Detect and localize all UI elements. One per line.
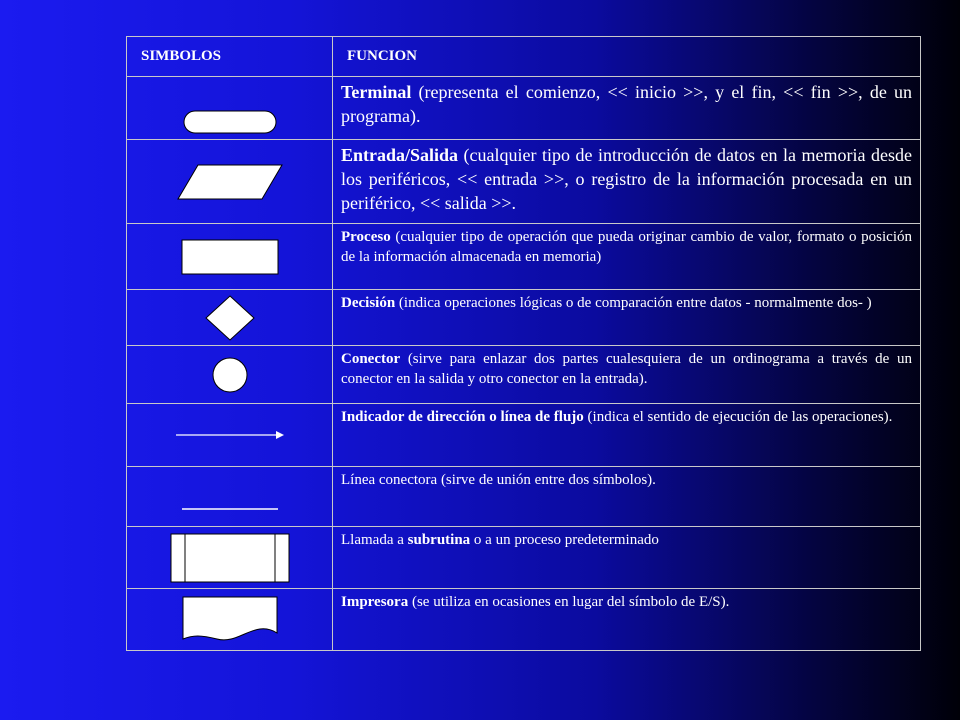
row-description: (se utiliza en ocasiones en lugar del símbolo de E/S). — [408, 594, 730, 610]
input-output-icon — [176, 163, 284, 201]
row-description: o a un proceso predeterminado — [470, 532, 659, 548]
row-title: Proceso — [341, 229, 391, 245]
table-row — [127, 467, 921, 527]
row-description: (cualquier tipo de operación que pueda originar cambio de valor, formato o posición de la información almacenada en memoria) — [341, 229, 912, 265]
table-header-row — [127, 37, 921, 77]
table-row — [127, 140, 921, 224]
row-title: Impresora — [341, 594, 409, 610]
header-function: FUNCION — [333, 37, 921, 77]
row-description: (cualquier tipo de introducción de datos en la memoria desde los periféricos, << entrada >>, o registro de la información procesada en un periférico, << salida >>. — [341, 145, 912, 213]
row-title: Entrada/Salida — [341, 145, 459, 165]
row-description: (indica operaciones lógicas o de comparación entre datos - normalmente dos- ) — [395, 295, 872, 311]
connector-icon — [211, 356, 249, 394]
row-description: (representa el comienzo, << inicio >>, y el fin, << fin >>, de un programa). — [341, 82, 912, 126]
header-symbols: SIMBOLOS — [127, 37, 333, 77]
table-row — [127, 404, 921, 467]
row-title: subrutina — [407, 532, 471, 548]
flow-arrow-icon — [174, 429, 286, 441]
printer-icon — [181, 595, 279, 645]
decision-icon — [204, 294, 256, 342]
connector-line-icon — [180, 506, 280, 512]
row-title: Decisión — [341, 295, 396, 311]
table-row — [127, 346, 921, 404]
table-row — [127, 224, 921, 290]
flowchart-symbols-table — [126, 36, 921, 651]
row-description: (indica el sentido de ejecución de las operaciones). — [583, 409, 893, 425]
process-icon — [180, 238, 280, 276]
table-row — [127, 290, 921, 346]
table-row — [127, 589, 921, 651]
table-row — [127, 527, 921, 589]
row-description: (sirve para enlazar dos partes cualesquiera de un ordinograma a través de un conector en la salida y otro conector en la entrada). — [341, 351, 912, 387]
row-title: Indicador de dirección o línea de flujo — [341, 409, 584, 425]
row-description: Línea conectora (sirve de unión entre dos símbolos). — [341, 472, 656, 488]
terminal-icon — [182, 109, 278, 135]
row-title: Conector — [341, 351, 401, 367]
row-prefix: Llamada a — [341, 532, 408, 548]
table-row — [127, 77, 921, 140]
subroutine-icon — [169, 532, 291, 584]
row-title: Terminal — [341, 82, 412, 102]
